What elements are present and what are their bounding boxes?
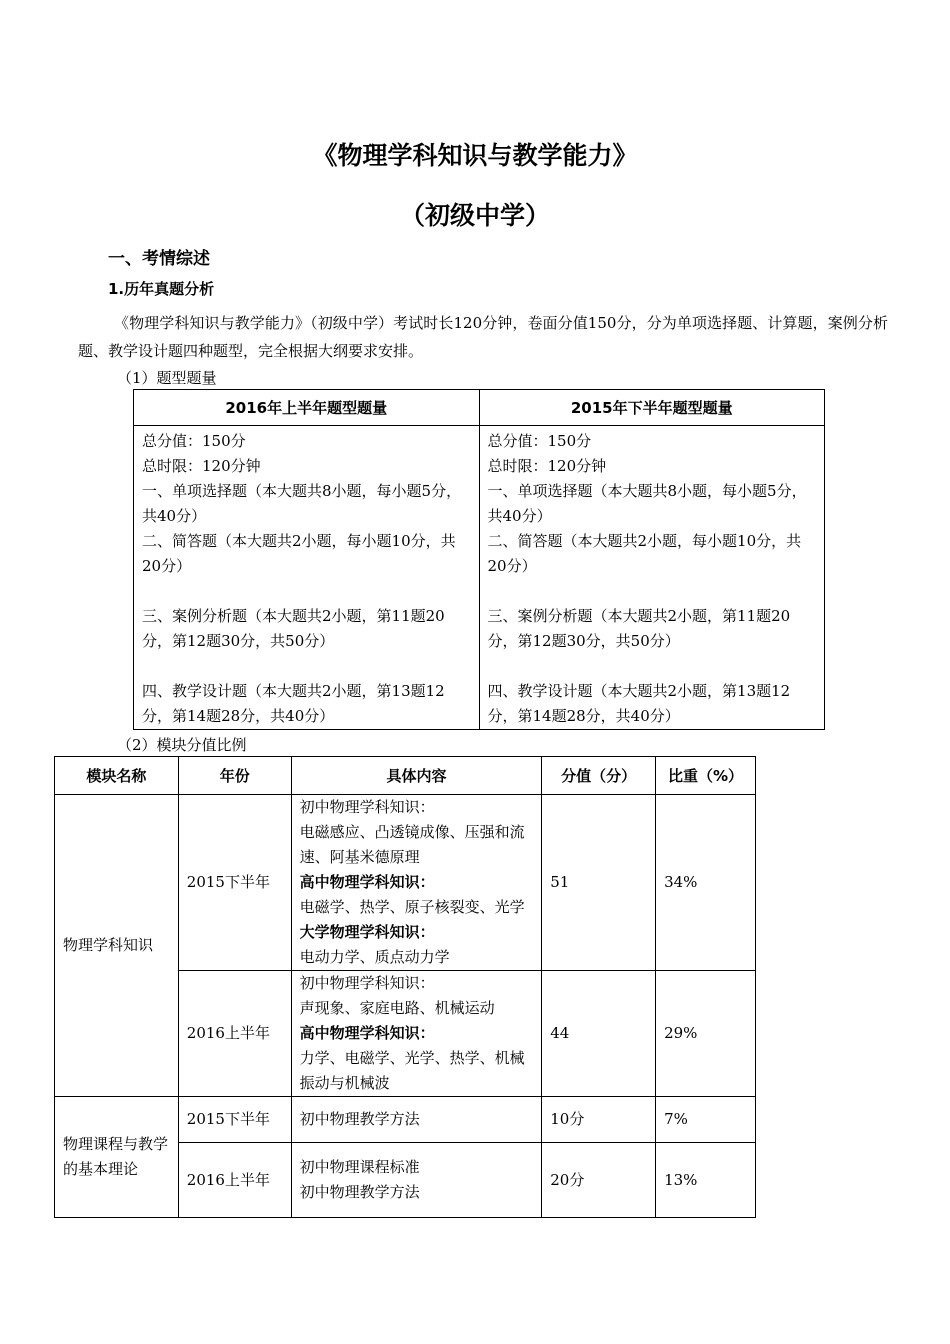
score-cell: 20分 — [542, 1143, 656, 1218]
score-cell: 10分 — [542, 1097, 656, 1143]
score-cell: 51 — [542, 795, 656, 971]
ratio-cell: 34% — [656, 795, 756, 971]
document-title: 《物理学科知识与教学能力》 — [312, 141, 638, 170]
year-cell: 2015下半年 — [178, 795, 291, 971]
table1-header-2015: 2015年下半年题型题量 — [479, 390, 825, 426]
table1-caption: （1）题型题量 — [117, 369, 217, 387]
table-row — [55, 795, 756, 971]
table2-header: 模块名称 — [55, 757, 179, 795]
content-cell: 初中物理学科知识： 声现象、家庭电路、机械运动 高中物理学科知识： 力学、电磁学、光学、热学、机械振动与机械波 — [291, 971, 542, 1097]
table2-header: 年份 — [178, 757, 291, 795]
module-name: 物理学科知识 — [55, 795, 179, 1097]
intro-paragraph: 《物理学科知识与教学能力》（初级中学）考试时长120分钟，卷面分值150分，分为单项选择题、计算题，案例分析题、教学设计题四种题型，完全根据大纲要求安排。 — [78, 314, 888, 360]
question-types-table — [133, 389, 825, 730]
table2-header: 比重（%） — [656, 757, 756, 795]
table1-cell-2015: 总分值：150分 总时限：120分钟 一、单项选择题（本大题共8小题，每小题5分，共40分） 二、简答题（本大题共2小题，每小题10分，共20分） 三、案例分析题（本大题共2小题，第11题20分，第12题30分，共50分） 四、教学设计题（本大题共2小题，第13题12分，第14题28分，共40分） — [479, 426, 825, 730]
score-cell: 44 — [542, 971, 656, 1097]
table1-cell-2016: 总分值：150分 总时限：120分钟 一、单项选择题（本大题共8小题，每小题5分，共40分） 二、简答题（本大题共2小题，每小题10分，共20分） 三、案例分析题（本大题共2小题，第11题20分，第12题30分，共50分） 四、教学设计题（本大题共2小题，第13题12分，第14题28分，共40分） — [134, 426, 480, 730]
table2-header: 分值（分） — [542, 757, 656, 795]
subsection-heading: 1.历年真题分析 — [108, 280, 215, 298]
ratio-cell: 13% — [656, 1143, 756, 1218]
ratio-cell: 7% — [656, 1097, 756, 1143]
year-cell: 2016上半年 — [178, 1143, 291, 1218]
content-cell: 初中物理课程标准 初中物理教学方法 — [291, 1143, 542, 1218]
document-subtitle: （初级中学） — [399, 201, 550, 230]
table-row — [55, 1097, 756, 1143]
section-heading: 一、考情综述 — [108, 249, 210, 269]
table2-header: 具体内容 — [291, 757, 542, 795]
module-score-table — [54, 756, 756, 1218]
ratio-cell: 29% — [656, 971, 756, 1097]
year-cell: 2016上半年 — [178, 971, 291, 1097]
content-cell: 初中物理教学方法 — [291, 1097, 542, 1143]
module-name: 物理课程与教学的基本理论 — [55, 1097, 179, 1218]
content-cell: 初中物理学科知识： 电磁感应、凸透镜成像、压强和流速、阿基米德原理 高中物理学科知识： 电磁学、热学、原子核裂变、光学 大学物理学科知识： 电动力学、质点动力学 — [291, 795, 542, 971]
table1-header-2016: 2016年上半年题型题量 — [134, 390, 480, 426]
table2-caption: （2）模块分值比例 — [117, 736, 247, 754]
year-cell: 2015下半年 — [178, 1097, 291, 1143]
